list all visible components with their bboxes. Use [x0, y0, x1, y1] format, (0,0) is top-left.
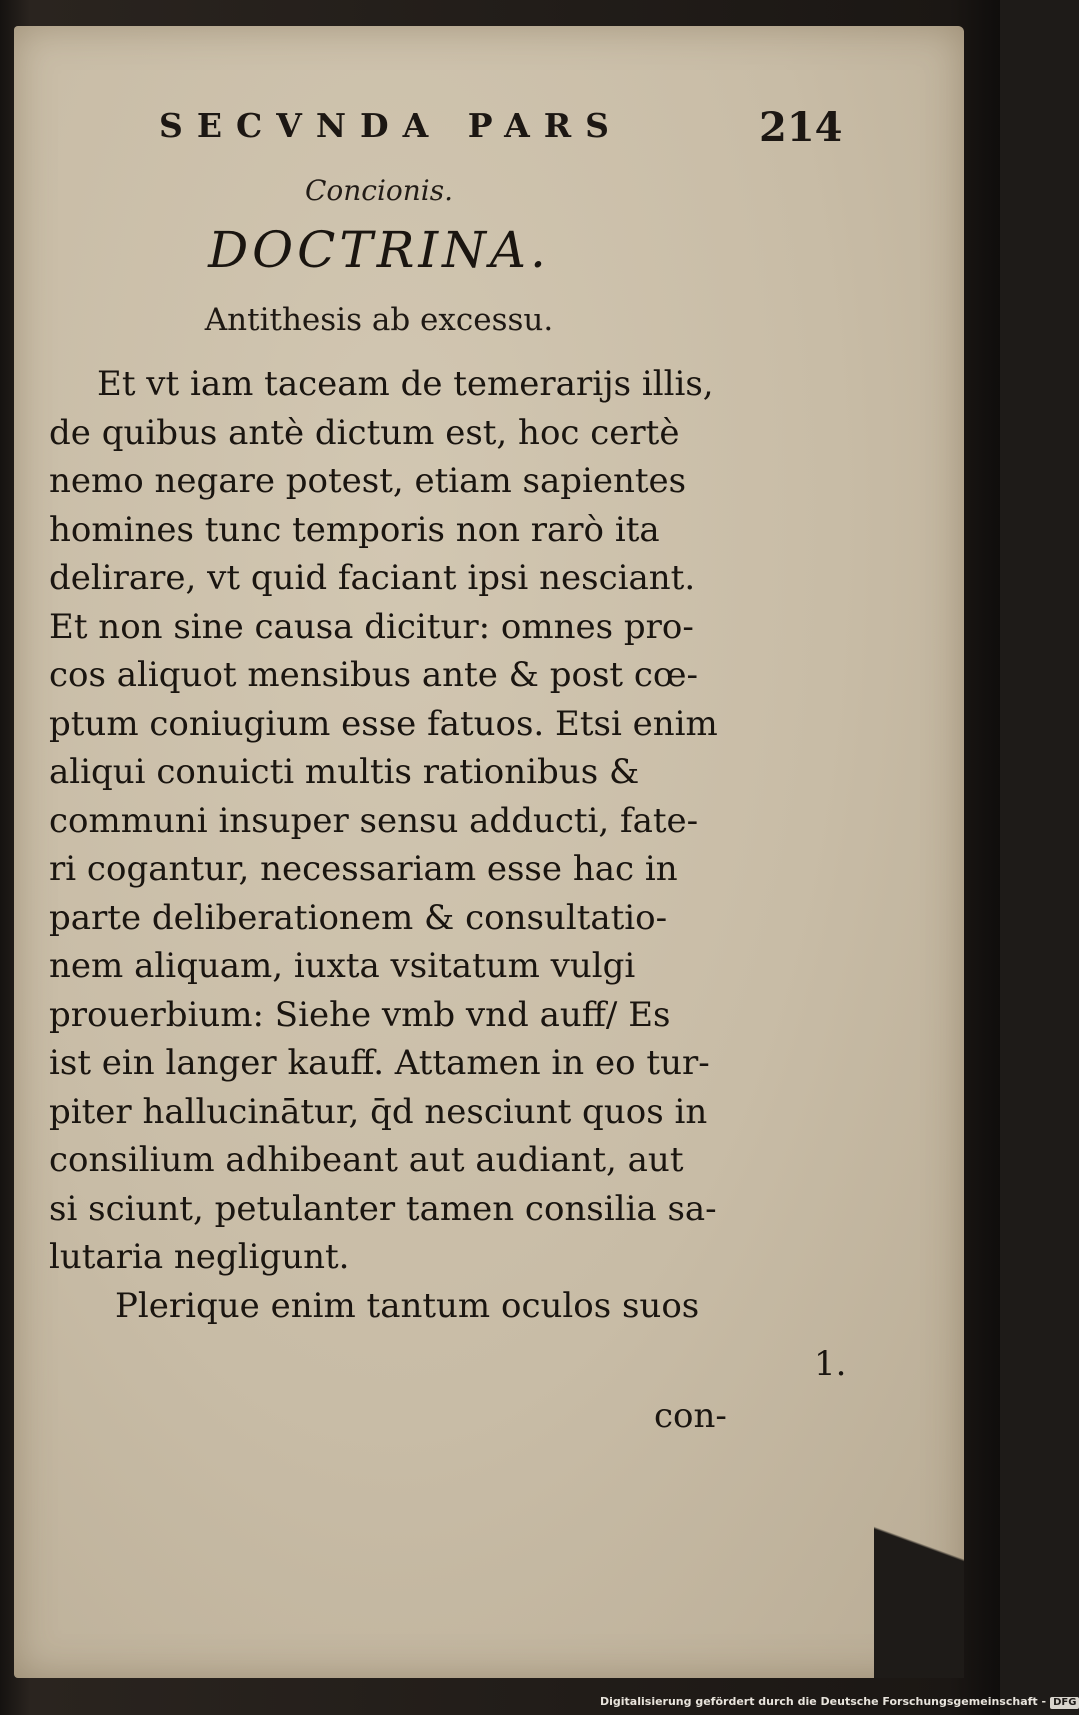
catchword: con-	[654, 1396, 727, 1436]
body-line: lutaria negligunt.	[49, 1237, 350, 1277]
body-line: nem aliquam, iuxta vsitatum vulgi	[49, 946, 636, 986]
body-line: ptum coniugium esse fatuos. Etsi enim	[49, 703, 718, 744]
margin-number: 1.	[814, 1344, 847, 1384]
subtitle: Concionis.	[304, 174, 454, 207]
running-title: SECVNDA PARS	[159, 106, 624, 145]
body-line: Et non sine causa dicitur: omnes pro-	[49, 606, 694, 647]
body-line: Plerique enim tantum oculos suos	[115, 1285, 700, 1326]
body-line: homines tunc temporis non rarò ita	[49, 509, 660, 550]
body-line: aliqui conuicti multis rationibus &	[49, 752, 640, 792]
body-line: prouerbium: Siehe vmb vnd auff/ Es	[49, 994, 671, 1035]
page-header	[14, 106, 964, 166]
digitization-credit	[600, 1695, 1077, 1709]
body-line: ist ein langer kauff. Attamen in eo tur-	[49, 1043, 710, 1083]
body-line: piter hallucinātur, q̄d nesciunt quos in	[49, 1091, 708, 1132]
body-line: delirare, vt quid faciant ipsi nesciant.	[49, 558, 696, 598]
body-line: si sciunt, petulanter tamen consilia sa-	[49, 1188, 717, 1229]
body-line: Et vt iam taceam de temerarijs illis,	[97, 364, 714, 404]
credit-text: Digitalisierung gefördert durch die Deutsche Forschungsgemeinschaft -	[600, 1695, 1047, 1708]
dfg-logo: DFG	[1050, 1697, 1079, 1709]
sub-heading: Antithesis ab excessu.	[204, 302, 554, 338]
body-line: cos aliquot mensibus ante & post cœ-	[49, 655, 699, 695]
body-line: communi insuper sensu adducti, fate-	[49, 800, 699, 841]
body-line: nemo negare potest, etiam sapientes	[49, 461, 687, 501]
body-line: consilium adhibeant aut audiant, aut	[49, 1140, 684, 1180]
body-line: parte deliberationem & consultatio-	[49, 897, 668, 938]
body-text	[49, 360, 749, 1330]
section-heading: DOCTRINA.	[208, 221, 550, 279]
body-line: de quibus antè dictum est, hoc certè	[49, 412, 680, 453]
page-number: 214	[759, 104, 843, 151]
body-line: ri cogantur, necessariam esse hac in	[49, 849, 678, 889]
book-page	[14, 26, 964, 1678]
